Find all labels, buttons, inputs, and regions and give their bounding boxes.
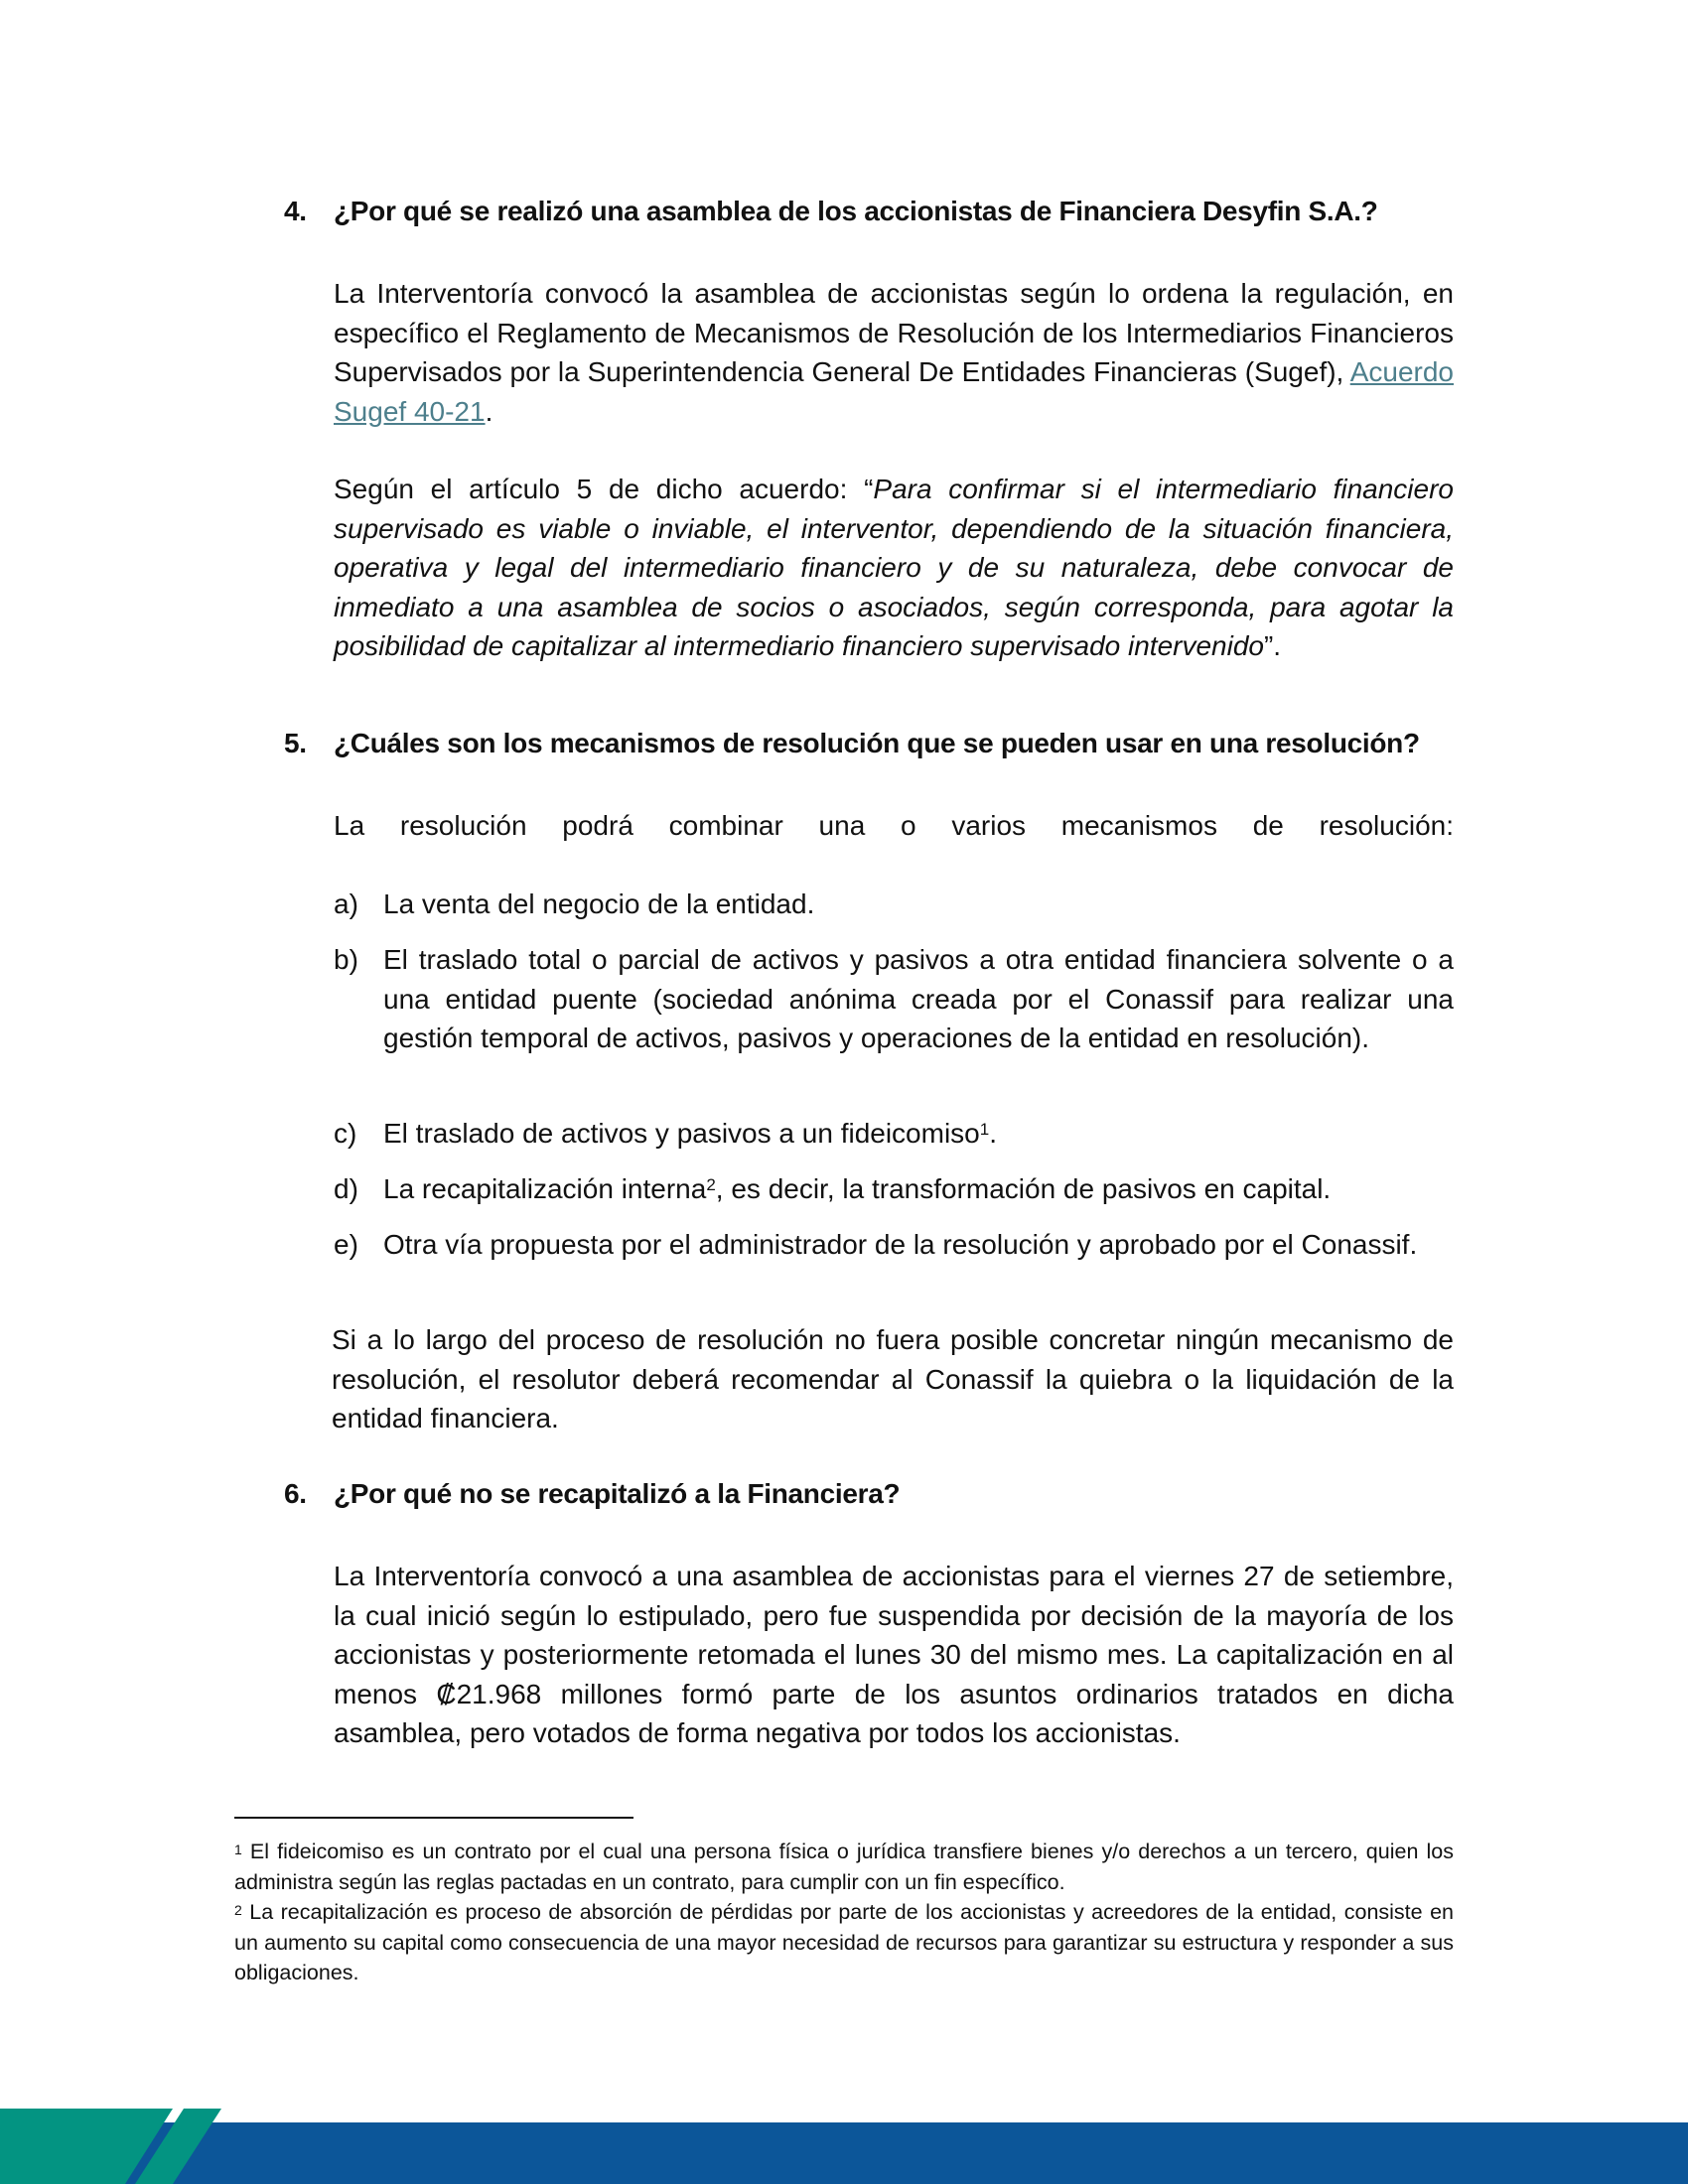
- question-title: ¿Por qué se realizó una asamblea de los accionistas de Financiera Desyfin S.A.?: [334, 196, 1378, 226]
- footnote-ref-1[interactable]: 1: [979, 1120, 990, 1139]
- question-6-heading: [284, 1478, 900, 1510]
- footnote-1: [234, 1837, 1454, 1897]
- question-6-paragraph: La Interventoría convocó a una asamblea de accionistas para el viernes 27 de setiembre, la cual inició según lo estipulado, pero fue suspendida por decisión de la mayoría de los accionistas y posteriormente retomada el lunes 30 del mismo mes. La capitalización en al menos ₡21.968 millones formó parte de los asuntos ordinarios tratados en dicha asamblea, pero votados de forma negativa por todos los accionistas.: [334, 1561, 1454, 1748]
- question-number: 4.: [284, 196, 307, 226]
- list-item-text: La recapitalización interna$^2$, es decir, la transformación de pasivos en capital.: [383, 1173, 1332, 1204]
- list-item-label: e): [334, 1229, 358, 1260]
- footnote-mark: 2: [234, 1902, 242, 1918]
- list-item: [334, 1114, 1454, 1154]
- list-item: [334, 940, 1454, 1058]
- question-5-heading: [284, 728, 1420, 759]
- list-item: [334, 1169, 1454, 1209]
- list-item: [334, 885, 1454, 924]
- list-item-text: La venta del negocio de la entidad.: [383, 888, 815, 919]
- question-title: ¿Por qué no se recapitalizó a la Financiera?: [334, 1478, 901, 1509]
- footnote-separator: [234, 1817, 633, 1819]
- footnote-text: La recapitalización es proceso de absorción de pérdidas por parte de los accionistas y acreedores de la entidad, consiste en un aumento su capital como consecuencia de una mayor necesidad de recursos para garantizar su estructura y responder a sus obligaciones.: [234, 1900, 1454, 1984]
- question-4-heading: [284, 196, 1378, 227]
- footnote-2: [234, 1897, 1454, 1988]
- list-item-label: b): [334, 944, 358, 975]
- acuerdo-sugef-link[interactable]: Acuerdo Sugef 40-21: [334, 356, 1454, 427]
- question-title: ¿Cuáles son los mecanismos de resolución que se pueden usar en una resolución?: [334, 728, 1420, 758]
- question-4-paragraph-1: [334, 274, 1454, 431]
- question-number: 6.: [284, 1478, 307, 1509]
- list-item-text: Otra vía propuesta por el administrador de la resolución y aprobado por el Conassif.: [383, 1229, 1418, 1260]
- paragraph-text: .: [485, 395, 493, 427]
- footer-blue-band: [0, 2122, 1688, 2184]
- list-item-label: a): [334, 888, 358, 919]
- list-item-text: El traslado de activos y pasivos a un fideicomiso$^1$.: [383, 1118, 997, 1149]
- footnote-ref-2[interactable]: 2: [706, 1175, 716, 1194]
- footnote-mark: 1: [234, 1842, 242, 1857]
- list-item: [334, 1225, 1454, 1265]
- question-4-paragraph-2: [334, 470, 1454, 666]
- footer-decoration: [0, 2105, 1688, 2184]
- footnote-text: El fideicomiso es un contrato por el cual una persona física o jurídica transfiere bienes y/o derechos a un tercero, quien los administra según las reglas pactadas en un contrato, para cumplir con un fin específico.: [234, 1840, 1454, 1894]
- paragraph-text: La Interventoría convocó la asamblea de accionistas según lo ordena la regulación, en específico el Reglamento de Mecanismos de Resolución de los Intermediarios Financieros Supervisados por la Superintendencia General De Entidades Financieras (Sugef),: [334, 278, 1454, 387]
- list-item-text: El traslado total o parcial de activos y pasivos a otra entidad financiera solvente o a una entidad puente (sociedad anónima creada por el Conassif para realizar una gestión temporal de activos, pasivos y operaciones de la entidad en resolución).: [383, 944, 1454, 1053]
- paragraph-text: ”.: [1263, 630, 1282, 661]
- question-5-intro: La resolución podrá combinar una o varios mecanismos de resolución:: [334, 810, 1454, 841]
- quoted-text: Para confirmar si el intermediario financiero supervisado es viable o inviable, el interventor, dependiendo de la situación financiera, operativa y legal del intermediario financiero y de su naturaleza, debe convocar de inmediato a una asamblea de socios o asociados, según corresponda, para agotar la posibilidad de capitalizar al intermediario financiero supervisado intervenido: [334, 474, 1454, 661]
- question-number: 5.: [284, 728, 307, 758]
- paragraph-text: Según el artículo 5 de dicho acuerdo: “: [334, 474, 874, 504]
- list-item-label: c): [334, 1118, 357, 1149]
- question-5-closing: Si a lo largo del proceso de resolución no fuera posible concretar ningún mecanismo de resolución, el resolutor deberá recomendar al Conassif la quiebra o la liquidación de la entidad financiera.: [332, 1324, 1454, 1433]
- list-item-label: d): [334, 1173, 358, 1204]
